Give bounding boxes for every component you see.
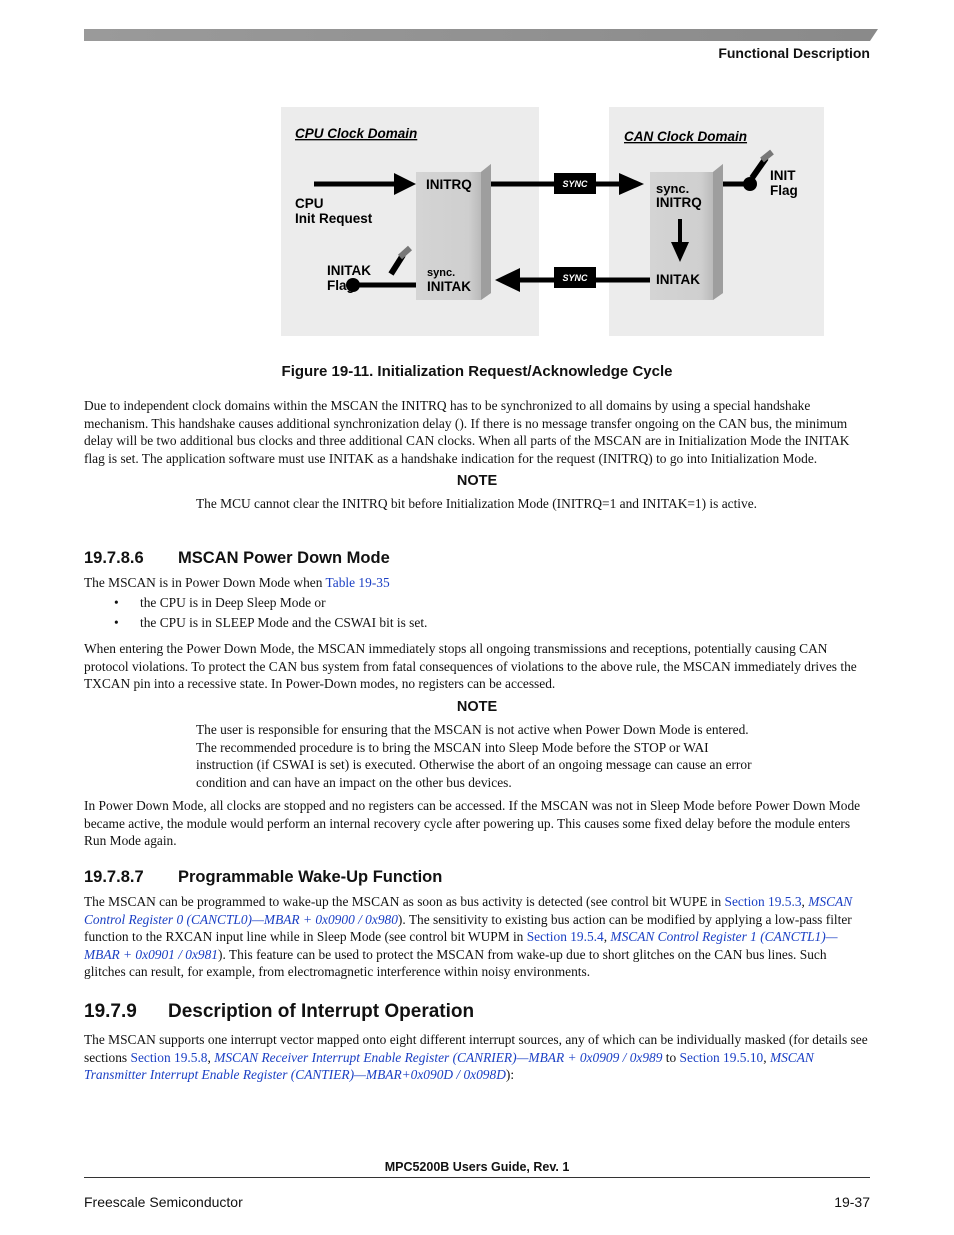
paragraph-power-down-entry: When entering the Power Down Mode, the MSCAN immediately stops all ongoing transmissions and receptions, potentially causing CAN protocol violations. To protect the CAN bus system from fatal consequences of violations to the above rule, the MSCAN immediately drives the TXCAN pin into a recessive state. In Power-Down modes, no registers can be accessed. <box>84 641 857 691</box>
text-run: to <box>662 1049 680 1065</box>
paragraph-wakeup: The MSCAN can be programmed to wake-up the MSCAN as soon as bus activity is detected (see control bit WUPE in Section 19.5.3, MSCAN Control Register 0 (CANCTL0)—MBAR + 0x0900 / 0x980). The sensitivity to existing bus action can be modified by applying a low-pass filter function to the RXCAN input line while in Sleep Mode (see control bit WUPM in Section 19.5.4, MSCAN Control Register 1 (CANCTL1)—MBAR + 0x0901 / 0x981). This feature can be used to protect the MSCAN from wake-up due to short glitches on the CAN bus lines. Such glitches can result, for example, from electromagnetic interference within noisy environments. <box>84 894 853 979</box>
heading-power-down-mode <box>84 549 390 568</box>
cpu-domain-label: CPU Clock Domain <box>295 126 418 141</box>
bullet-sleep-cswai <box>114 615 427 631</box>
section-19-5-10-link[interactable]: Section 19.5.10 <box>679 1049 764 1065</box>
bullet-deep-sleep <box>114 595 326 611</box>
footer-doc-title: MPC5200B Users Guide, Rev. 1 <box>384 1160 570 1174</box>
note-2-title: NOTE <box>456 699 498 715</box>
cpu-init-request-label-2: Init Request <box>295 211 373 226</box>
figure-caption: Figure 19-11. Initialization Request/Acknowledge Cycle <box>281 363 673 380</box>
sync-label-top: SYNC <box>562 179 588 189</box>
can-domain-label: CAN Clock Domain <box>624 129 748 144</box>
text-run: ). The sensitivity to existing bus action can be modified by applying a low-pass filter function to the RXCAN input line while in Sleep Mode (see control bit WUPM in <box>84 911 852 944</box>
paragraph-sync-delay: Due to independent clock domains within the MSCAN the INITRQ has to be synchronized to all domains by using a special handshake mechanism. This handshake causes additional synchronization delay (). If there is no message transfer ongoing on the CAN bus, the minimum delay will be two additional bus clocks and three additional CAN clocks. When all parts of the MSCAN are in Initialization Mode the INITAK flag is set. The application software must use INITAK as a handshake indication for the request (INITRQ) to go into Initialization Mode. <box>84 398 850 466</box>
section-19-5-3-link[interactable]: Section 19.5.3 <box>724 894 802 909</box>
heading-number: 19.7.8.7 <box>84 868 144 886</box>
sync-initrq-small-label: sync. <box>656 181 690 196</box>
heading-interrupt-operation <box>84 1001 474 1023</box>
section-19-5-8-link[interactable]: Section 19.5.8 <box>130 1049 208 1065</box>
note-1-title: NOTE <box>456 473 498 489</box>
sync-label-bottom: SYNC <box>562 273 588 283</box>
bullet-text: the CPU is in SLEEP Mode and the CSWAI bit is set. <box>140 615 428 630</box>
table-19-35-link[interactable]: Table 19-35 <box>325 575 390 590</box>
init-flag-label-1: INIT <box>770 168 796 183</box>
bullet-text: the CPU is in Deep Sleep Mode or <box>140 595 326 610</box>
heading-wakeup-function <box>84 868 442 887</box>
init-flag-label-2: Flag <box>770 183 798 198</box>
note-2-text: The user is responsible for ensuring that the MSCAN is not active when Power Down Mode is entered. The recommended procedure is to bring the MSCAN into Sleep Mode before the STOP or WAI instruction (if CSWAI is set) is executed. Otherwise the abort of an ongoing message can cause an error condition and can have an impact on the other bus devices. <box>196 722 752 790</box>
heading-number: 19.7.8.6 <box>84 549 144 567</box>
power-down-intro <box>84 574 870 592</box>
intro-text: The MSCAN is in Power Down Mode when <box>84 575 323 590</box>
cpu-init-request-label-1: CPU <box>295 196 324 211</box>
bullet-symbol: • <box>114 615 119 630</box>
initak-flag-label-2: Flag <box>327 278 355 293</box>
running-header-title: Functional Description <box>718 45 870 61</box>
footer-company: Freescale Semiconductor <box>84 1194 243 1210</box>
init-flag-dot <box>743 177 757 191</box>
heading-title: Description of Interrupt Operation <box>168 1001 475 1022</box>
initak-flag-label-1: INITAK <box>327 263 371 278</box>
text-run: The MSCAN can be programmed to wake-up the MSCAN as soon as bus activity is detected (see control bit WUPE in <box>84 894 725 909</box>
footer-page-number: 19-37 <box>834 1194 870 1210</box>
footer-rule <box>84 1177 870 1178</box>
text-run: ): <box>505 1067 515 1082</box>
cantier-link[interactable]: MSCAN Transmitter Interrupt Enable Register (CANTIER)—MBAR+0x090D / 0x098D <box>84 1049 814 1082</box>
heading-number: 19.7.9 <box>84 1001 137 1022</box>
canrier-link[interactable]: MSCAN Receiver Interrupt Enable Register (CANRIER)—MBAR + 0x0909 / 0x989 <box>214 1049 663 1065</box>
paragraph-power-down-clocks: In Power Down Mode, all clocks are stopped and no registers can be accessed. If the MSCAN was not in Sleep Mode before Power Down Mode became active, the module would perform an internal recovery cycle after powering up. This causes some fixed delay before the module enters Run Mode again. <box>84 798 861 848</box>
sync-initrq-label: INITRQ <box>656 195 702 210</box>
heading-title: Programmable Wake-Up Function <box>178 868 443 886</box>
paragraph-interrupts: The MSCAN supports one interrupt vector mapped onto eight different interrupt sources, any of which can be individually masked (for details see sections Section 19.5.8, MSCAN Receiver Interrupt Enable Register (CANRIER)—MBAR + 0x0909 / 0x989 to Section 19.5.10, MSCAN Transmitter Interrupt Enable Register (CANTIER)—MBAR+0x090D / 0x098D): <box>84 1032 868 1082</box>
heading-title: MSCAN Power Down Mode <box>178 549 390 567</box>
bullet-symbol: • <box>114 595 119 610</box>
initialization-handshake-diagram <box>0 0 954 345</box>
canctl0-link[interactable]: MSCAN Control Register 0 (CANCTL0)—MBAR + 0x0900 / 0x980 <box>84 894 853 927</box>
section-19-5-4-link[interactable]: Section 19.5.4 <box>526 929 604 944</box>
initrq-block-label: INITRQ <box>426 177 472 192</box>
note-1-text: The MCU cannot clear the INITRQ bit before Initialization Mode (INITRQ=1 and INITAK=1) is active. <box>196 496 758 511</box>
text-run: The MSCAN supports one interrupt vector mapped onto eight different interrupt sources, any of which can be individually masked (for details see sections <box>84 1032 868 1065</box>
sync-initak-label: INITAK <box>427 279 471 294</box>
sync-initak-small-label: sync. <box>427 267 456 279</box>
can-initak-label: INITAK <box>656 272 700 287</box>
canctl1-link[interactable]: MSCAN Control Register 1 (CANCTL1)—MBAR + 0x0901 / 0x981 <box>84 929 838 962</box>
text-run: ). This feature can be used to protect the MSCAN from wake-up due to short glitches on the CAN bus lines. Such glitches can result, for example, from electromagnetic interference within noisy environments. <box>84 946 827 979</box>
